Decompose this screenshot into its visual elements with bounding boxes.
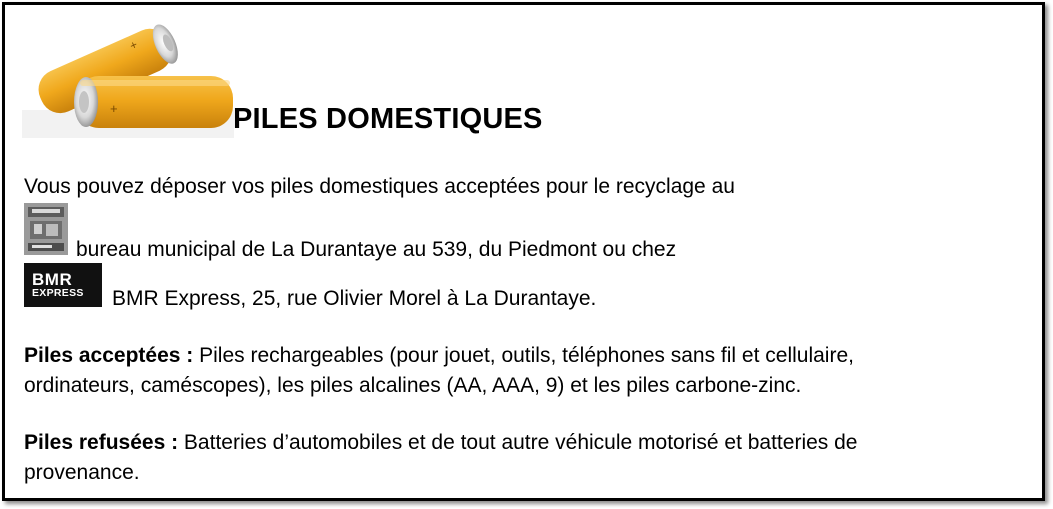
accepted-line-1 [24,341,854,371]
accepted-text-1: Piles rechargeables (pour jouet, outils, téléphones sans fil et cellulaire, [193,344,854,367]
bmr-location-text: BMR Express, 25, rue Olivier Morel à La Durantaye. [112,287,597,310]
accepted-text-2: ordinateurs, caméscopes), les piles alcalines (AA, AAA, 9) et les piles carbone-zinc. [24,374,802,397]
refused-text-2: provenance. [24,461,140,484]
municipal-location-text: bureau municipal de La Durantaye au 539, du Piedmont ou chez [76,238,677,261]
bmr-logo-line1: BMR [32,269,73,289]
municipal-office-logo [24,203,68,255]
refused-text-1: Batteries d’automobiles et de tout autre véhicule motorisé et batteries de [178,431,858,454]
bmr-logo-line2: EXPRESS [32,286,84,299]
page-title: PILES DOMESTIQUES [233,103,543,135]
batteries-image [22,14,234,138]
intro-text: Vous pouvez déposer vos piles domestiques acceptées pour le recyclage au [24,175,735,198]
svg-text:+: + [127,37,140,53]
svg-text:+: + [110,101,118,116]
accepted-label: Piles acceptées : [24,344,194,367]
refused-label: Piles refusées : [24,431,179,454]
bmr-express-logo [24,263,102,307]
refused-line-1 [24,428,857,458]
